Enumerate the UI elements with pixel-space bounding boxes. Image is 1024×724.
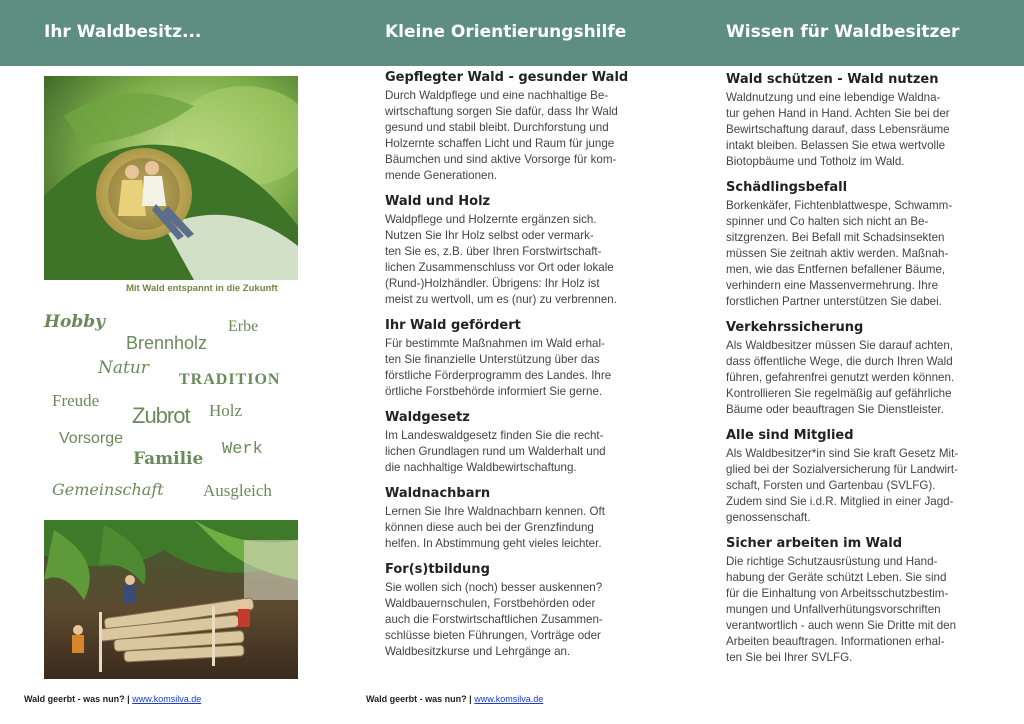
body-line: die nachhaltige Waldbewirtschaftung. xyxy=(385,461,577,474)
body-line: gesund und stabil bleibt. Durchforstung und xyxy=(385,121,609,134)
body-line: Die richtige Schutzausrüstung und Hand- xyxy=(726,555,938,568)
header-title-2: Kleine Orientierungshilfe xyxy=(385,22,627,42)
section-title: Ihr Wald gefördert xyxy=(385,318,521,333)
body-line: Borkenkäfer, Fichtenblattwespe, Schwamm- xyxy=(726,199,953,212)
body-line: für die Einhaltung von Arbeitsschutzbestim- xyxy=(726,587,949,600)
body-line: lichen Grundlagen rund um Walderhalt und xyxy=(385,445,606,458)
section-body xyxy=(726,446,988,526)
body-line: helfen. In Abstimmung geht vieles leichter. xyxy=(385,537,602,550)
middle-column xyxy=(385,70,647,670)
body-line: schlüsse bieten Führungen, Vorträge oder xyxy=(385,629,601,642)
section xyxy=(726,72,988,170)
section-body xyxy=(385,504,647,552)
body-line: Nutzen Sie Ihr Holz selbst oder vermark- xyxy=(385,229,594,242)
word-ausgleich: Ausgleich xyxy=(203,481,272,500)
body-line: lichen Zusammenschluss vor Ort oder lokale xyxy=(385,261,614,274)
footer-middle xyxy=(366,694,543,704)
body-line: (Rund-)Holzhändler. Übrigens: Ihr Holz ist xyxy=(385,277,600,290)
body-line: ten Sie bei Ihrer SVLFG. xyxy=(726,651,853,664)
section xyxy=(385,70,647,184)
body-line: Bewirtschaftung darauf, dass Lebensräume xyxy=(726,123,950,136)
section-body xyxy=(385,88,647,184)
body-line: forstlichen Partner unterstützen Sie dabei. xyxy=(726,295,942,308)
body-line: Waldbesitzkurse und Lehrgänge an. xyxy=(385,645,571,658)
footer-link[interactable]: www.komsilva.de xyxy=(132,694,202,704)
word-werk: Werk xyxy=(222,440,263,459)
body-line: Waldpflege und Holzernte ergänzen sich. xyxy=(385,213,597,226)
section xyxy=(726,180,988,310)
body-line: förstliche Förderprogramm des Landes. Ihre xyxy=(385,369,612,382)
body-line: Als Waldbesitzer müssen Sie darauf achten, xyxy=(726,339,954,352)
word-gemeinschaft: Gemeinschaft xyxy=(52,480,164,499)
footer-text: Wald geerbt - was nun? | xyxy=(24,694,130,704)
body-line: können diese auch bei der Grenzfindung xyxy=(385,521,594,534)
body-line: Lernen Sie Ihre Waldnachbarn kennen. Oft xyxy=(385,505,605,518)
body-line: Kontrollieren Sie regelmäßig auf gefährliche xyxy=(726,387,952,400)
section-title: Schädlingsbefall xyxy=(726,180,848,195)
section-title: Alle sind Mitglied xyxy=(726,428,854,443)
body-line: genossenschaft. xyxy=(726,511,811,524)
footer-link[interactable]: www.komsilva.de xyxy=(474,694,544,704)
body-line: Holzernte schaffen Licht und Raum für junge xyxy=(385,137,615,150)
body-line: dass öffentliche Wege, die durch Ihren Wald xyxy=(726,355,953,368)
section xyxy=(385,318,647,400)
header-bar xyxy=(0,0,1024,66)
body-line: glied bei der Sozialversicherung für Landwirt- xyxy=(726,463,958,476)
section xyxy=(726,320,988,418)
body-line: Arbeiten beauftragen. Informationen erhal- xyxy=(726,635,945,648)
body-line: örtliche Forstbehörde informiert Sie gerne. xyxy=(385,385,603,398)
footer-left xyxy=(24,694,201,704)
section xyxy=(726,428,988,526)
body-line: wirtschaftung sorgen Sie dafür, dass Ihr Wald xyxy=(385,105,618,118)
photo-caption: Mit Wald entspannt in die Zukunft xyxy=(126,283,278,294)
body-line: Bäume oder beauftragen Sie Dienstleister. xyxy=(726,403,944,416)
section-title: Verkehrssicherung xyxy=(726,320,864,335)
body-line: meist zu wertvoll, um es (nur) zu verbrennen. xyxy=(385,293,617,306)
word-natur: Natur xyxy=(98,358,149,378)
body-line: intakt bleiben. Belassen Sie etwa wertvolle xyxy=(726,139,946,152)
section-title: Sicher arbeiten im Wald xyxy=(726,536,903,551)
body-line: verantwortlich - auch wenn Sie Dritte mit den xyxy=(726,619,957,632)
word-holz: Holz xyxy=(209,401,243,420)
photo-couple-in-nutshell xyxy=(44,76,298,280)
word-zubrot: Zubrot xyxy=(132,403,190,428)
body-line: müssen Sie zeitnah aktiv werden. Maßnah- xyxy=(726,247,949,260)
body-line: ten Sie es, z.B. über Ihren Forstwirtschaft- xyxy=(385,245,602,258)
photo-forest-workers xyxy=(44,520,298,679)
section-title: Gepflegter Wald - gesunder Wald xyxy=(385,70,629,85)
section xyxy=(385,410,647,476)
body-line: Sie wollen sich (noch) besser auskennen? xyxy=(385,581,603,594)
header-title-1: Ihr Waldbesitz... xyxy=(44,22,202,42)
section-body xyxy=(726,90,988,170)
section-title: For(s)tbildung xyxy=(385,562,490,577)
body-line: mende Generationen. xyxy=(385,169,498,182)
body-line: spinner und Co halten sich nicht an Be- xyxy=(726,215,929,228)
section xyxy=(385,194,647,308)
body-line: Für bestimmte Maßnahmen im Wald erhal- xyxy=(385,337,605,350)
body-line: auch die Forstwirtschaftlichen Zusammen- xyxy=(385,613,603,626)
body-line: men, wie das Entfernen befallener Bäume, xyxy=(726,263,946,276)
section-title: Waldnachbarn xyxy=(385,486,491,501)
body-line: tur gehen Hand in Hand. Achten Sie bei der xyxy=(726,107,950,120)
section xyxy=(385,562,647,660)
right-column xyxy=(726,72,988,676)
word-hobby: Hobby xyxy=(44,312,106,332)
body-line: mungen und Unfallverhütungsvorschriften xyxy=(726,603,941,616)
word-brennholz: Brennholz xyxy=(126,333,208,353)
word-freude: Freude xyxy=(52,391,100,410)
section xyxy=(726,536,988,666)
body-line: Waldbauernschulen, Forstbehörden oder xyxy=(385,597,596,610)
word-tradition: TRADITION xyxy=(179,371,281,388)
section-body xyxy=(385,580,647,660)
word-familie: Familie xyxy=(133,449,204,469)
section-title: Wald schützen - Wald nutzen xyxy=(726,72,939,87)
section-title: Waldgesetz xyxy=(385,410,470,425)
body-line: Als Waldbesitzer*in sind Sie kraft Gesetz Mit- xyxy=(726,447,959,460)
section-body xyxy=(385,428,647,476)
section-body xyxy=(726,338,988,418)
header-title-3: Wissen für Waldbesitzer xyxy=(726,22,960,42)
section xyxy=(385,486,647,552)
body-line: führen, gefahrenfrei genutzt werden können. xyxy=(726,371,955,384)
body-line: ten Sie finanzielle Unterstützung über das xyxy=(385,353,600,366)
section-body xyxy=(385,336,647,400)
body-line: Zudem sind Sie i.d.R. Mitglied in einer Jagd- xyxy=(726,495,954,508)
word-erbe: Erbe xyxy=(228,318,259,335)
section-body xyxy=(726,554,988,666)
footer-text: Wald geerbt - was nun? | xyxy=(366,694,472,704)
section-title: Wald und Holz xyxy=(385,194,491,209)
section-body xyxy=(385,212,647,308)
body-line: Biotopbäume und Totholz im Wald. xyxy=(726,155,905,168)
body-line: sitzgrenzen. Bei Befall mit Schadsinsekten xyxy=(726,231,945,244)
body-line: habung der Geräte schützt Leben. Sie sind xyxy=(726,571,947,584)
body-line: Durch Waldpflege und eine nachhaltige Be- xyxy=(385,89,609,102)
section-body xyxy=(726,198,988,310)
body-line: Waldnutzung und eine lebendige Waldna- xyxy=(726,91,941,104)
body-line: schaft, Forsten und Gartenbau (SVLFG). xyxy=(726,479,936,492)
body-line: Bäumchen und sind aktive Vorsorge für kom- xyxy=(385,153,617,166)
body-line: Im Landeswaldgesetz finden Sie die recht- xyxy=(385,429,604,442)
body-line: verhindern eine Massenvermehrung. Ihre xyxy=(726,279,939,292)
word-vorsorge: Vorsorge xyxy=(59,430,124,447)
